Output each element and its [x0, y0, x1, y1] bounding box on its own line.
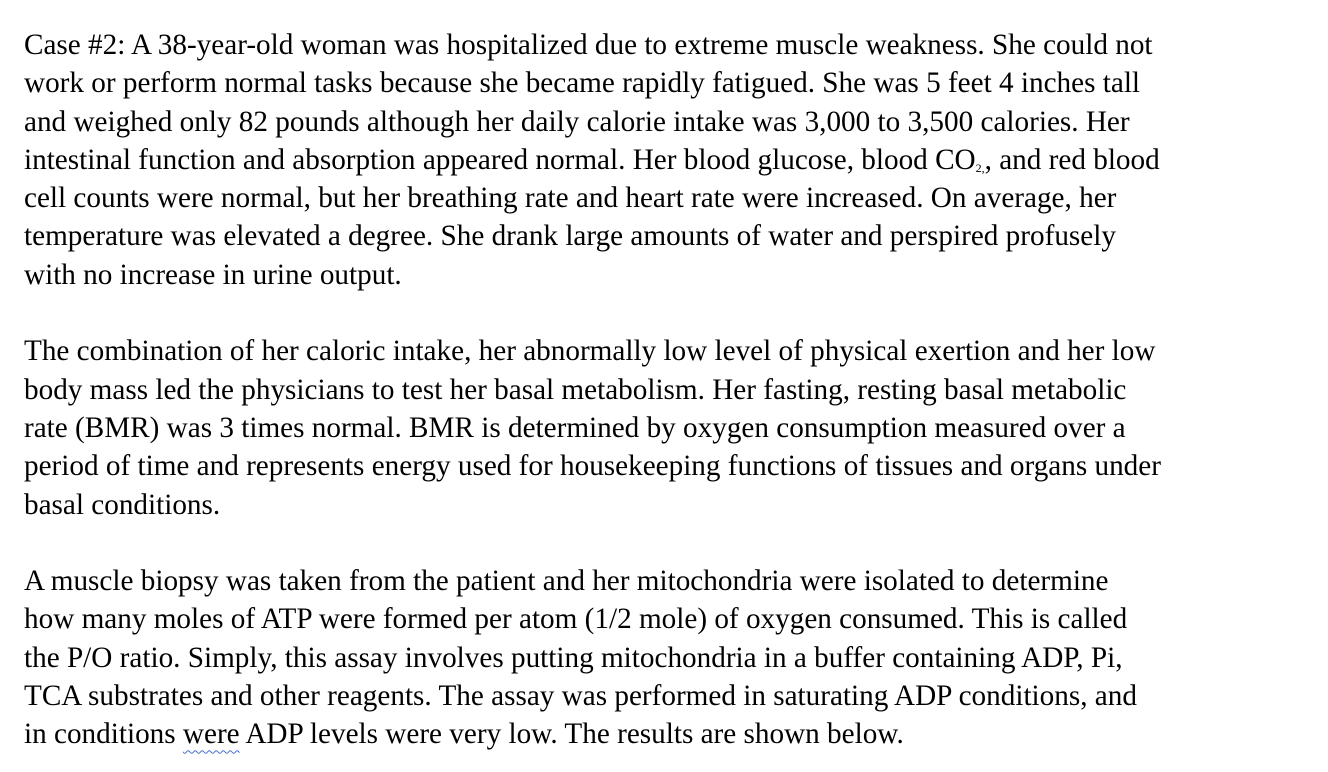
- text-segment: intestinal function and absorption appeared normal. Her blood glucose, blood CO: [24, 143, 976, 176]
- text-line: rate (BMR) was 3 times normal. BMR is determined by oxygen consumption measured over a: [24, 411, 1126, 444]
- text-line: work or perform normal tasks because she became rapidly fatigued. She was 5 feet 4 inches tall: [24, 67, 1141, 100]
- case-description-paragraph: [24, 26, 1314, 294]
- text-line: temperature was elevated a degree. She drank large amounts of water and perspired profusely: [24, 220, 1116, 253]
- text-line: Case #2: A 38-year-old woman was hospitalized due to extreme muscle weakness. She could not: [24, 29, 1153, 61]
- co2-subscript: 2,: [975, 160, 985, 175]
- text-segment: , and red blood: [984, 143, 1160, 176]
- document-body: [24, 26, 1314, 754]
- text-line: basal conditions.: [24, 488, 221, 521]
- text-line: cell counts were normal, but her breathing rate and heart rate were increased. On average, her: [24, 182, 1117, 215]
- text-line: [24, 141, 1314, 179]
- text-line: period of time and represents energy used for housekeeping functions of tissues and organs under: [24, 450, 1161, 483]
- text-segment: ADP levels were very low. The results are shown below.: [239, 718, 904, 751]
- bmr-paragraph: [24, 332, 1314, 523]
- text-line: The combination of her caloric intake, her abnormally low level of physical exertion and her low: [24, 335, 1156, 368]
- text-line: [24, 715, 1314, 753]
- text-line: with no increase in urine output.: [24, 258, 402, 291]
- text-segment: in conditions: [24, 718, 183, 751]
- spellcheck-flagged-word[interactable]: were: [182, 718, 240, 751]
- text-line: the P/O ratio. Simply, this assay involves putting mitochondria in a buffer containing ADP, Pi,: [24, 641, 1123, 674]
- text-line: and weighed only 82 pounds although her daily calorie intake was 3,000 to 3,500 calories. Her: [24, 105, 1130, 138]
- text-line: how many moles of ATP were formed per atom (1/2 mole) of oxygen consumed. This is called: [24, 603, 1128, 636]
- text-line: body mass led the physicians to test her basal metabolism. Her fasting, resting basal metabolic: [24, 373, 1127, 406]
- text-line: A muscle biopsy was taken from the patient and her mitochondria were isolated to determine: [24, 565, 1109, 598]
- biopsy-paragraph: [24, 562, 1314, 753]
- text-line: TCA substrates and other reagents. The assay was performed in saturating ADP conditions, and: [24, 680, 1137, 713]
